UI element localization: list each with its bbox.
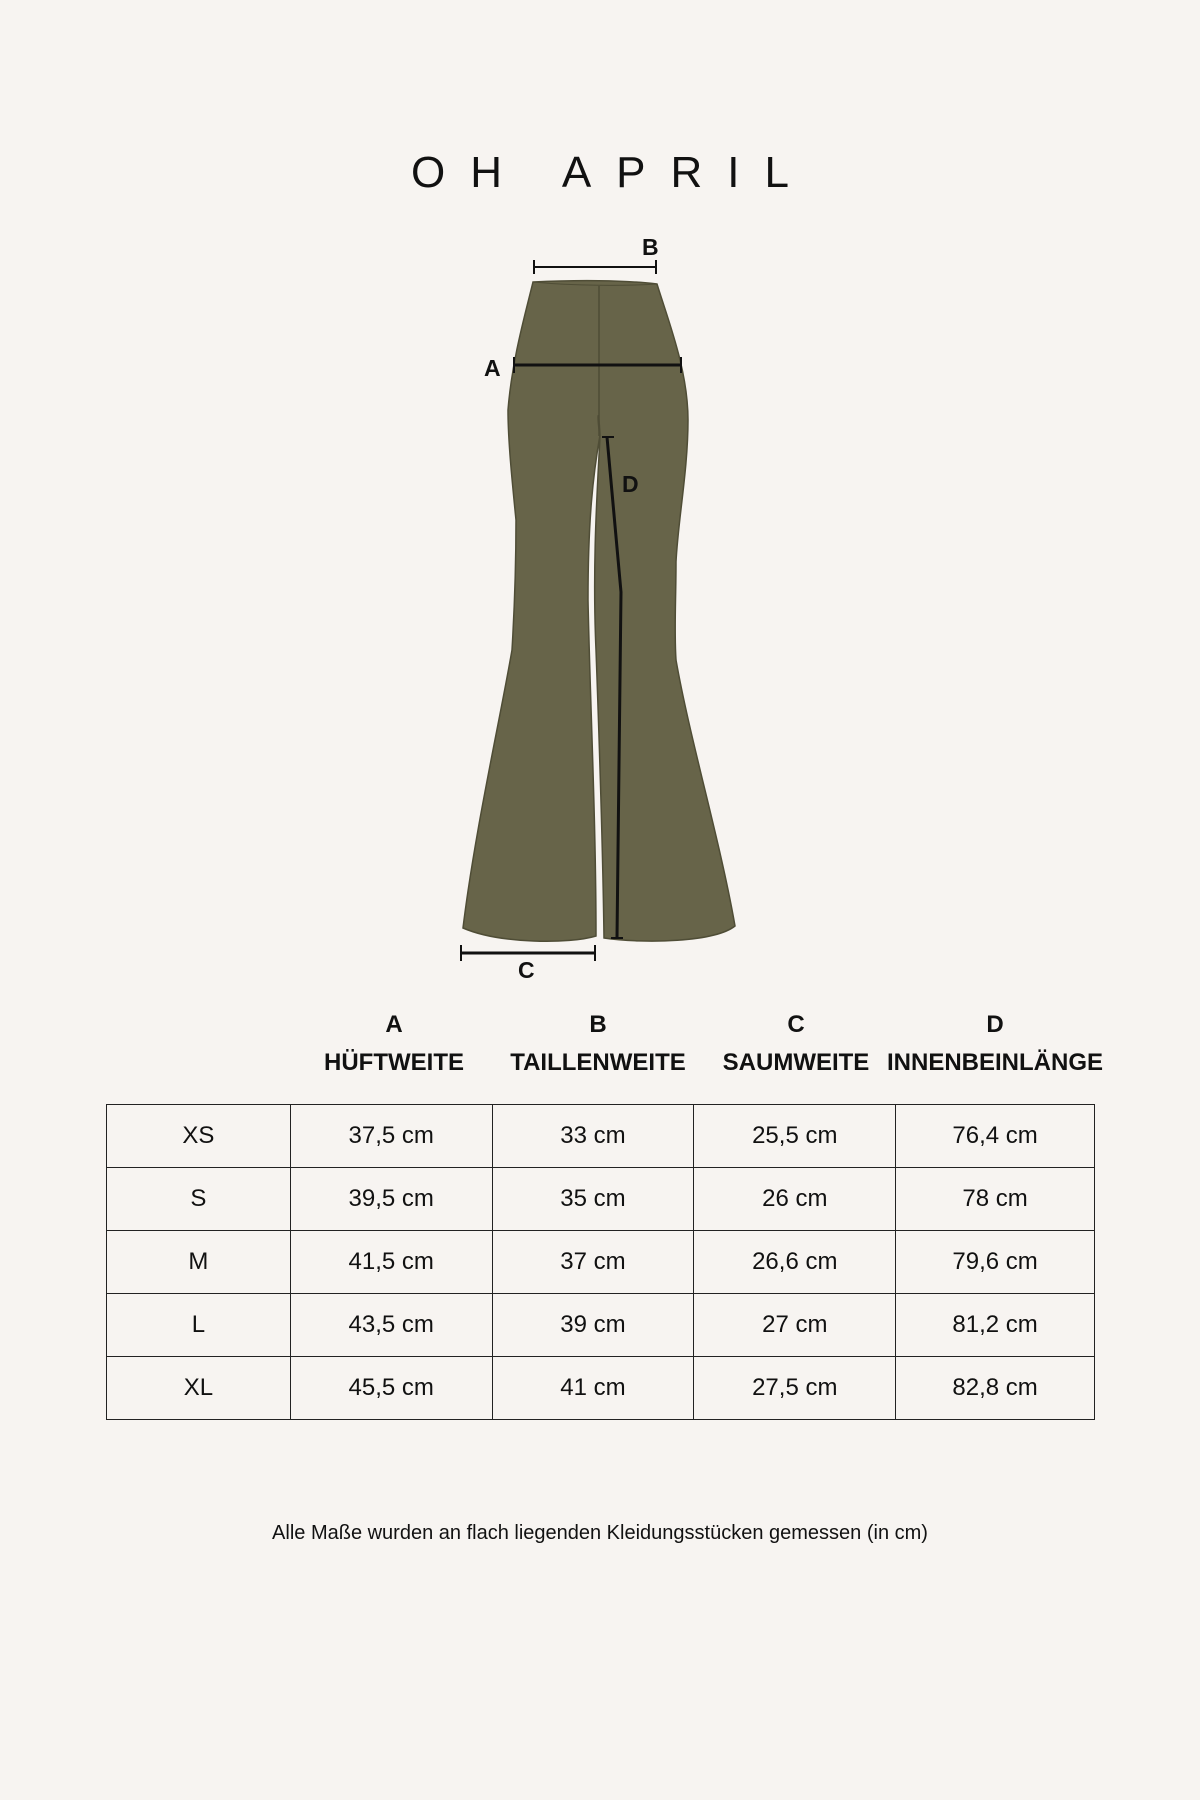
measurement-note: Alle Maße wurden an flach liegenden Kleidungsstücken gemessen (in cm) [272, 1522, 928, 1544]
measure-b-line [534, 260, 656, 274]
column-name: HÜFTWEITE [324, 1049, 464, 1076]
table-row [107, 1294, 1095, 1357]
column-letter: B [589, 1011, 607, 1038]
inseam-cell: 81,2 cm [896, 1294, 1095, 1357]
hem-cell: 27 cm [694, 1294, 896, 1357]
size-cell: M [107, 1231, 291, 1294]
size-cell: L [107, 1294, 291, 1357]
column-name: SAUMWEITE [722, 1049, 870, 1076]
column-name: INNENBEINLÄNGE [886, 1049, 1103, 1076]
inseam-cell: 76,4 cm [896, 1105, 1095, 1168]
waist-cell: 41 cm [492, 1357, 694, 1420]
column-header-c [691, 1006, 901, 1082]
waist-cell: 37 cm [492, 1231, 694, 1294]
column-letter: C [787, 1011, 805, 1038]
inseam-cell: 79,6 cm [896, 1231, 1095, 1294]
hem-cell: 27,5 cm [694, 1357, 896, 1420]
table-row [107, 1357, 1095, 1420]
column-header-d [884, 1006, 1106, 1082]
size-cell: XL [107, 1357, 291, 1420]
table-row [107, 1105, 1095, 1168]
hip-cell: 39,5 cm [290, 1168, 492, 1231]
table-row [107, 1168, 1095, 1231]
label-a: A [484, 355, 501, 381]
column-letter: A [385, 1011, 403, 1038]
column-header-b [493, 1006, 703, 1082]
size-cell: XS [107, 1105, 291, 1168]
label-b: B [642, 234, 659, 260]
column-name: TAILLENWEITE [510, 1049, 686, 1076]
hip-cell: 37,5 cm [290, 1105, 492, 1168]
waist-cell: 35 cm [492, 1168, 694, 1231]
table-row [107, 1231, 1095, 1294]
hem-cell: 26 cm [694, 1168, 896, 1231]
size-table [106, 1104, 1095, 1420]
brand-logo: OH APRIL [411, 148, 814, 197]
column-letter: D [986, 1011, 1004, 1038]
label-d: D [622, 471, 639, 497]
waist-cell: 33 cm [492, 1105, 694, 1168]
waist-cell: 39 cm [492, 1294, 694, 1357]
hip-cell: 41,5 cm [290, 1231, 492, 1294]
hip-cell: 45,5 cm [290, 1357, 492, 1420]
label-c: C [518, 957, 535, 983]
size-cell: S [107, 1168, 291, 1231]
inseam-cell: 78 cm [896, 1168, 1095, 1231]
column-header-a [289, 1006, 499, 1082]
hem-cell: 25,5 cm [694, 1105, 896, 1168]
inseam-cell: 82,8 cm [896, 1357, 1095, 1420]
hip-cell: 43,5 cm [290, 1294, 492, 1357]
hem-cell: 26,6 cm [694, 1231, 896, 1294]
